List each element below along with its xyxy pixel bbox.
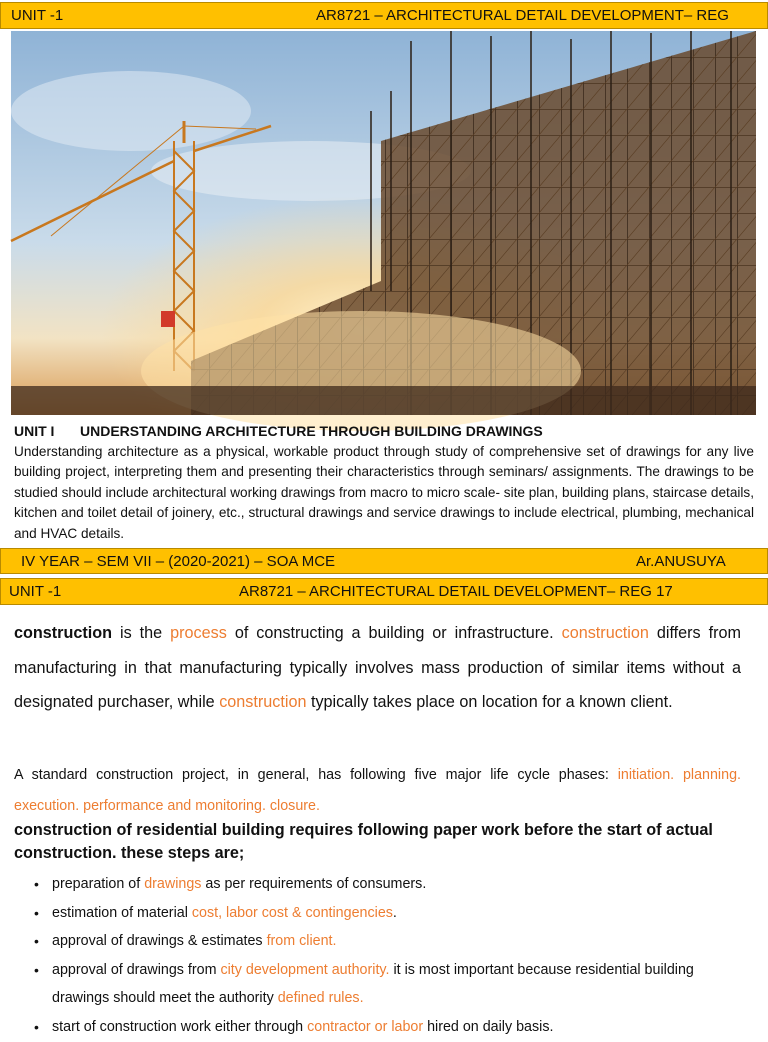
syllabus-body: Understanding architecture as a physical, workable product through study of comprehensive set of drawings for any live building project, interpreting them and presenting their characteristics through seminars/ assignments. The drawings to be studied should include architectural working drawings from macro to micro scale- site plan, building plans, staircase details, kitchen and toilet detail of joinery, etc., structural drawings and service drawings to include electrical, plumbing, mechanical and HVAC details.	[14, 443, 754, 541]
step-link[interactable]: defined rules.	[277, 990, 364, 1007]
list-item	[34, 1013, 744, 1042]
intro-text: of constructing a building or infrastructure.	[226, 624, 562, 642]
step-text: as per requirements of consumers.	[201, 876, 427, 892]
footer-author: Ar.ANUSUYA	[636, 552, 726, 570]
link-construction[interactable]: construction	[219, 693, 307, 711]
list-item	[34, 899, 744, 928]
intro-paragraph	[14, 616, 741, 720]
list-item	[34, 927, 744, 956]
phases-list[interactable]: initiation. planning. execution. performance and monitoring. closure.	[14, 767, 741, 814]
steps-list	[34, 870, 744, 1042]
syllabus-unit-label: UNIT I	[14, 423, 55, 439]
unit-label-2: UNIT -1	[9, 583, 62, 600]
syllabus-unit-title: UNDERSTANDING ARCHITECTURE THROUGH BUILDING DRAWINGS	[80, 423, 543, 439]
step-text: hired on daily basis.	[423, 1018, 554, 1035]
intro-text: differs from manufacturing in that manufacturing typically involves mass production of similar items without a designated purchaser, while	[14, 624, 742, 711]
intro-text: is the	[112, 624, 171, 642]
link-construction[interactable]: construction	[561, 624, 649, 642]
syllabus-heading	[14, 421, 754, 442]
unit-header-bar	[0, 2, 768, 29]
step-text: approval of drawings from	[52, 961, 221, 978]
phases-paragraph	[14, 760, 741, 822]
step-text: estimation of material	[52, 904, 192, 921]
step-link[interactable]: cost, labor cost & contingencies	[191, 904, 393, 921]
step-link[interactable]: drawings	[144, 876, 202, 892]
list-item	[34, 870, 744, 899]
footer-bar	[0, 548, 768, 574]
unit-header-bar-2	[0, 578, 768, 605]
step-text: approval of drawings & estimates	[52, 933, 267, 950]
step-text: preparation of	[52, 876, 145, 892]
course-title: AR8721 – ARCHITECTURAL DETAIL DEVELOPMENT– REG	[316, 7, 729, 24]
footer-year-info: IV YEAR – SEM VII – (2020-2021) – SOA MCE	[21, 552, 336, 570]
phases-text: A standard construction project, in general, has following five major life cycle phases:	[14, 767, 618, 783]
term-construction: construction	[14, 624, 113, 642]
step-link[interactable]: from client.	[266, 933, 337, 950]
list-item	[34, 956, 744, 1013]
step-link[interactable]: contractor or labor	[307, 1018, 424, 1035]
link-process[interactable]: process	[170, 624, 227, 642]
paperwork-heading: construction of residential building requires following paper work before the start of actual construction. these steps are;	[14, 821, 713, 862]
step-text: start of construction work either through	[52, 1018, 308, 1035]
step-link[interactable]: city development authority.	[220, 961, 390, 978]
intro-text: typically takes place on location for a known client.	[306, 693, 673, 711]
construction-site-photo	[11, 31, 756, 415]
step-text: .	[392, 904, 397, 921]
syllabus-section	[14, 421, 754, 545]
step-text: it is most important because residential building drawings should meet the authority	[52, 961, 694, 1007]
unit-label: UNIT -1	[11, 7, 64, 24]
course-title-2: AR8721 – ARCHITECTURAL DETAIL DEVELOPMENT– REG 17	[239, 583, 673, 600]
